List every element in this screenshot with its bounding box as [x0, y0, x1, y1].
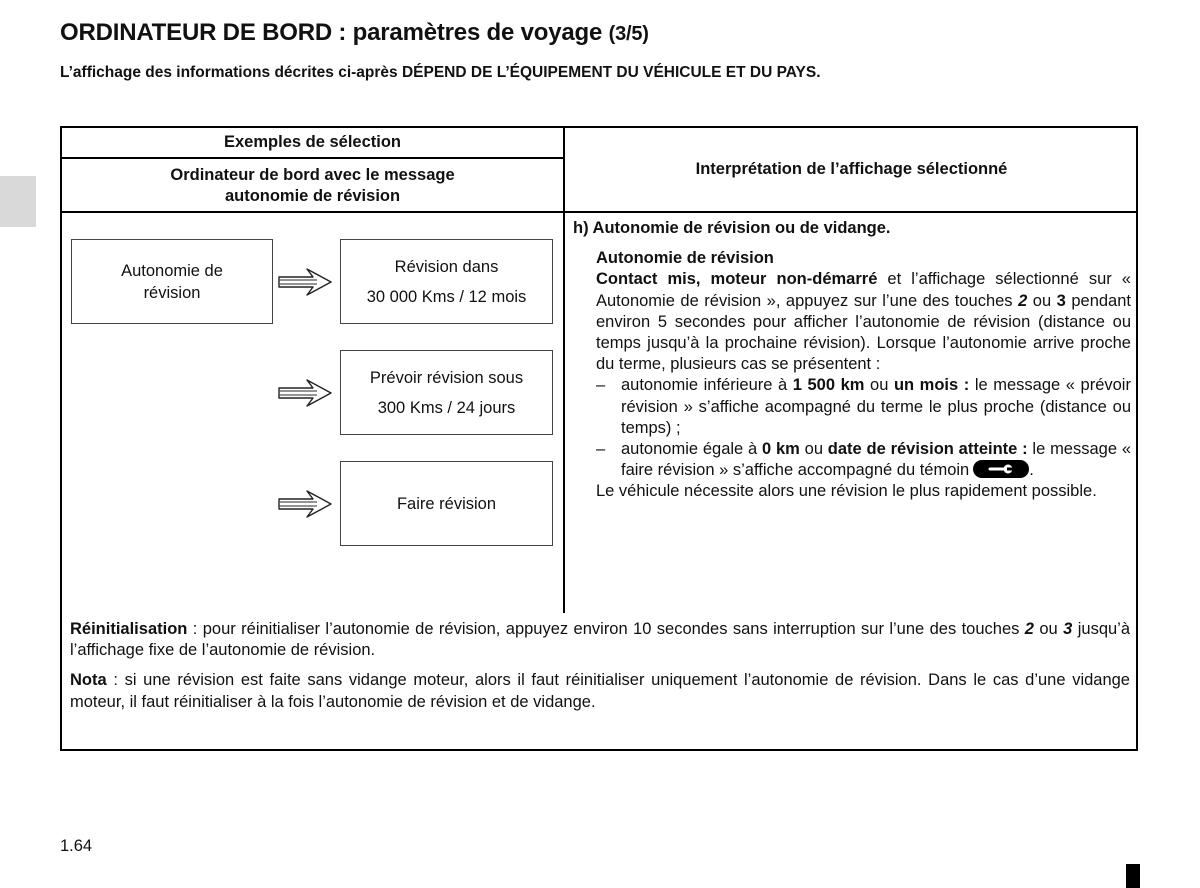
reset-notes [70, 619, 1130, 722]
page-title: ORDINATEUR DE BORD : paramètres de voyage (3/5) [60, 19, 649, 46]
section-subheading: Autonomie de révision [596, 249, 774, 268]
chapter-tab [0, 176, 36, 227]
double-arrow-icon [277, 377, 333, 409]
table-divider [60, 211, 1138, 213]
page-number: 1.64 [60, 837, 93, 855]
double-arrow-icon [277, 488, 333, 520]
page-subtitle: L’affichage des informations décrites ci-après DÉPEND DE L’ÉQUIPEMENT DU VÉHICULE ET DU PAYS. [60, 64, 821, 81]
header-interpretation: Interprétation de l’affichage sélectionné [695, 160, 1008, 178]
table-divider [60, 157, 565, 159]
header-examples: Exemples de sélection [224, 133, 401, 151]
corner-marker [1126, 864, 1140, 888]
double-arrow-icon [277, 266, 333, 298]
display-prevoir-revision: Prévoir révision sous 300 Kms / 24 jours [340, 350, 553, 435]
display-revision-dans: Révision dans 30 000 Kms / 12 mois [340, 239, 553, 324]
header-computer: Ordinateur de bord avec le message autonomie de révision [170, 166, 455, 205]
reinit-paragraph: Réinitialisation : pour réinitialiser l’autonomie de révision, appuyez environ 10 secondes sans interruption sur l’une des touches 2 ou 3 jusqu’à l’affichage fixe de l’autonomie de révision. [70, 620, 1131, 660]
paragraph-closing: Le véhicule nécessite alors une révision le plus rapidement possible. [596, 482, 1097, 501]
list-item: – autonomie égale à 0 km ou date de révision atteinte : le message « faire révision » s’affiche accompagné du témoin . [596, 440, 1131, 480]
display-autonomie: Autonomie de révision [71, 239, 273, 324]
display-faire-revision: Faire révision [340, 461, 553, 546]
list-item: – autonomie inférieure à 1 500 km ou un mois : le message « prévoir révision » s’affiche acompagné du terme le plus proche (distance ou temps) ; [596, 376, 1131, 437]
column-divider [563, 126, 565, 613]
wrench-icon [973, 460, 1029, 478]
nota-paragraph: Nota : si une révision est faite sans vidange moteur, alors il faut réinitialiser uniquement l’autonomie de révision. Dans le cas d’une vidange moteur, il faut réinitialiser à la fois l’autonomie de révision et de vidange. [70, 671, 1130, 711]
section-heading: h) Autonomie de révision ou de vidange. [573, 219, 891, 237]
interpretation-text [573, 218, 1131, 503]
paragraph-instructions: Contact mis, moteur non-démarré et l’affichage sélectionné sur « Autonomie de révision », appuyez sur l’une des touches 2 ou 3 pendant environ 5 secondes pour afficher l’autonomie de révision (distance ou temps jusqu’à la prochaine révision). Lorsque l’autonomie arrive proche du terme, plusieurs cas se présentent : [596, 270, 1131, 374]
